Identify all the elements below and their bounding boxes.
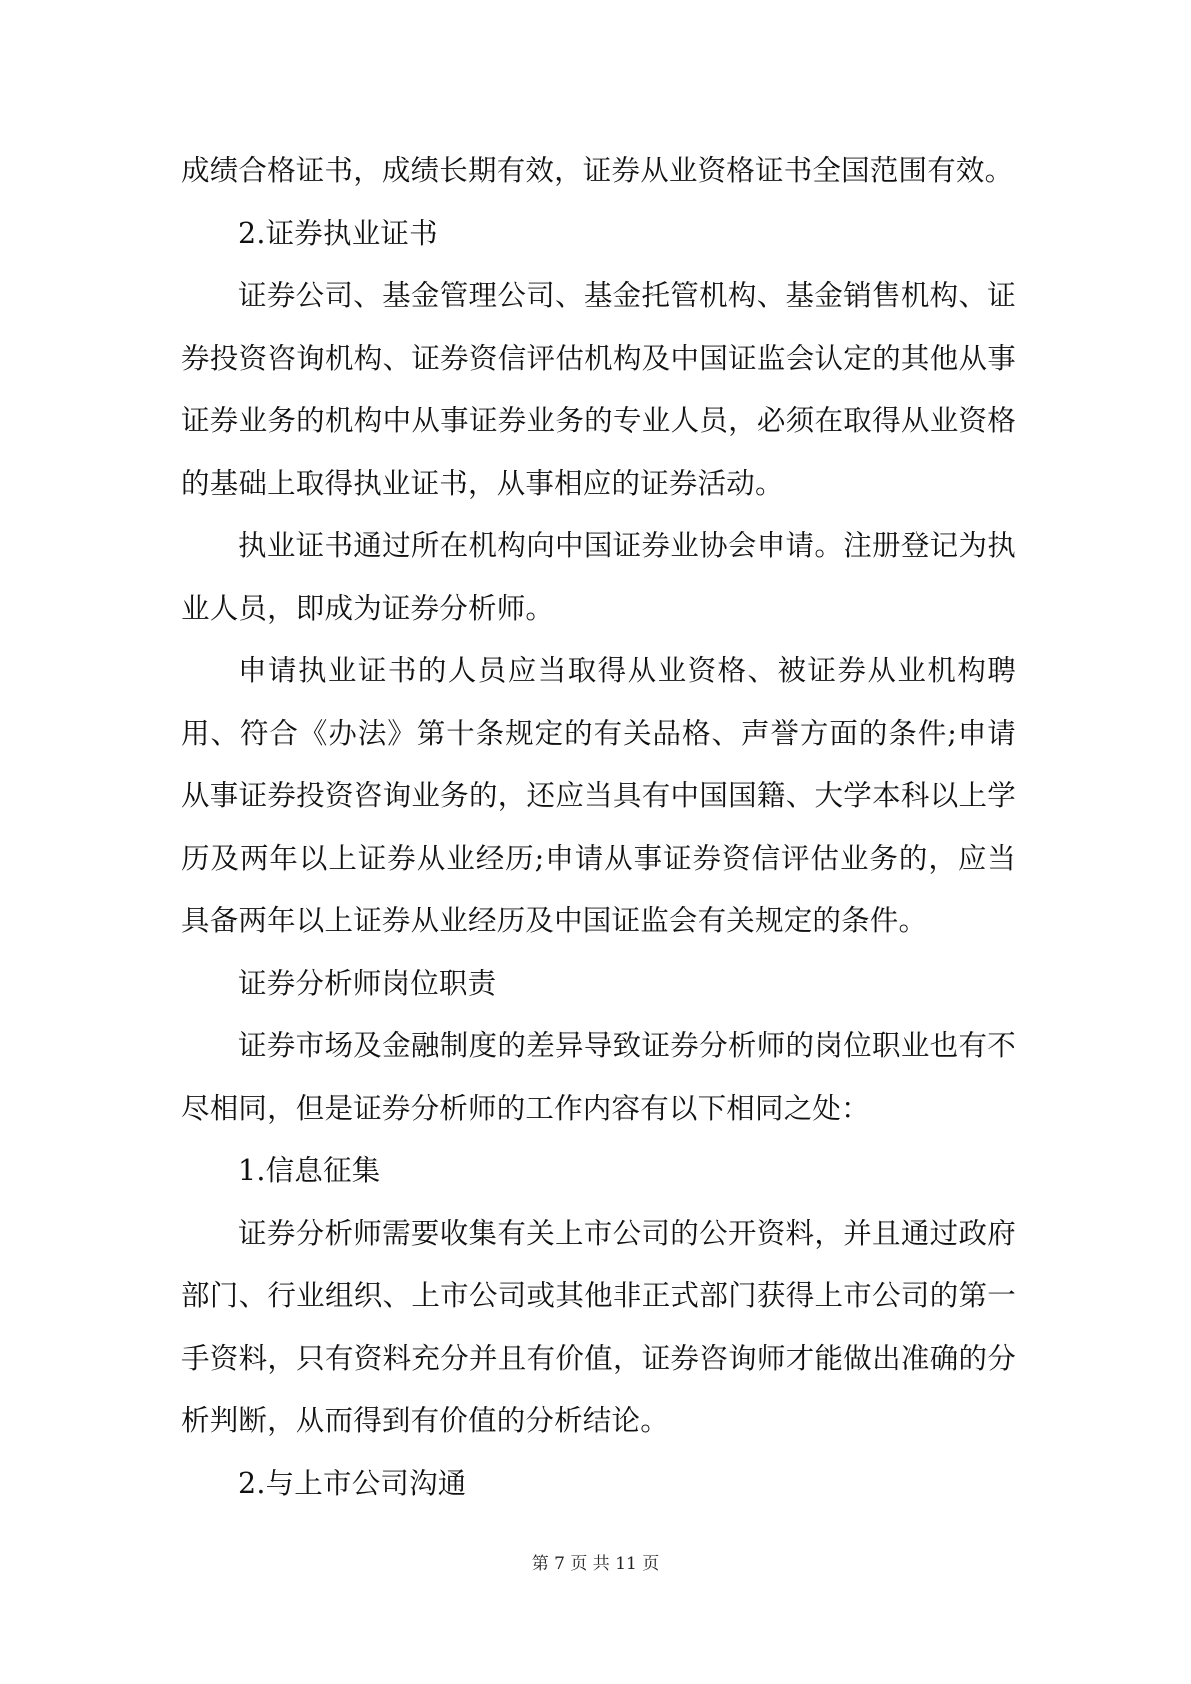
section-heading-company-communication: 2.与上市公司沟通 <box>238 1466 467 1500</box>
page-number-footer: 第 7 页 共 11 页 <box>531 1554 660 1574</box>
paragraph-practice-certificate-scope: 证券公司、基金管理公司、基金托管机构、基金销售机构、证券投资咨询机构、证券资信评估机构及中国证监会认定的其他从事证券业务的机构中从事证券业务的专业人员，必须在取得从业资格的基础上取得执业证书，从事相应的证券活动。 <box>181 279 1016 500</box>
paragraph-duties-intro: 证券市场及金融制度的差异导致证券分析师的岗位职业也有不尽相同，但是证券分析师的工作内容有以下相同之处： <box>181 1029 1016 1125</box>
document-body <box>181 140 1016 1515</box>
paragraph-continuation: 成绩合格证书，成绩长期有效，证券从业资格证书全国范围有效。 <box>181 154 1014 187</box>
section-heading-analyst-duties: 证券分析师岗位职责 <box>238 966 497 1000</box>
paragraph-application-requirements: 申请执业证书的人员应当取得从业资格、被证券从业机构聘用、符合《办法》第十条规定的有关品格、声誉方面的条件;申请从事证券投资咨询业务的，还应当具有中国国籍、大学本科以上学历及两年以上证券从业经历;申请从事证券资信评估业务的，应当具备两年以上证券从业经历及中国证监会有关规定的条件。 <box>181 654 1016 937</box>
section-heading-information-collection: 1.信息征集 <box>238 1154 381 1187</box>
section-heading-practice-certificate: 2.证券执业证书 <box>238 216 438 250</box>
paragraph-practice-certificate-application: 执业证书通过所在机构向中国证券业协会申请。注册登记为执业人员，即成为证券分析师。 <box>181 529 1016 625</box>
paragraph-information-collection: 证券分析师需要收集有关上市公司的公开资料，并且通过政府部门、行业组织、上市公司或其他非正式部门获得上市公司的第一手资料，只有资料充分并且有价值，证券咨询师才能做出准确的分析判断，从而得到有价值的分析结论。 <box>181 1216 1016 1437</box>
